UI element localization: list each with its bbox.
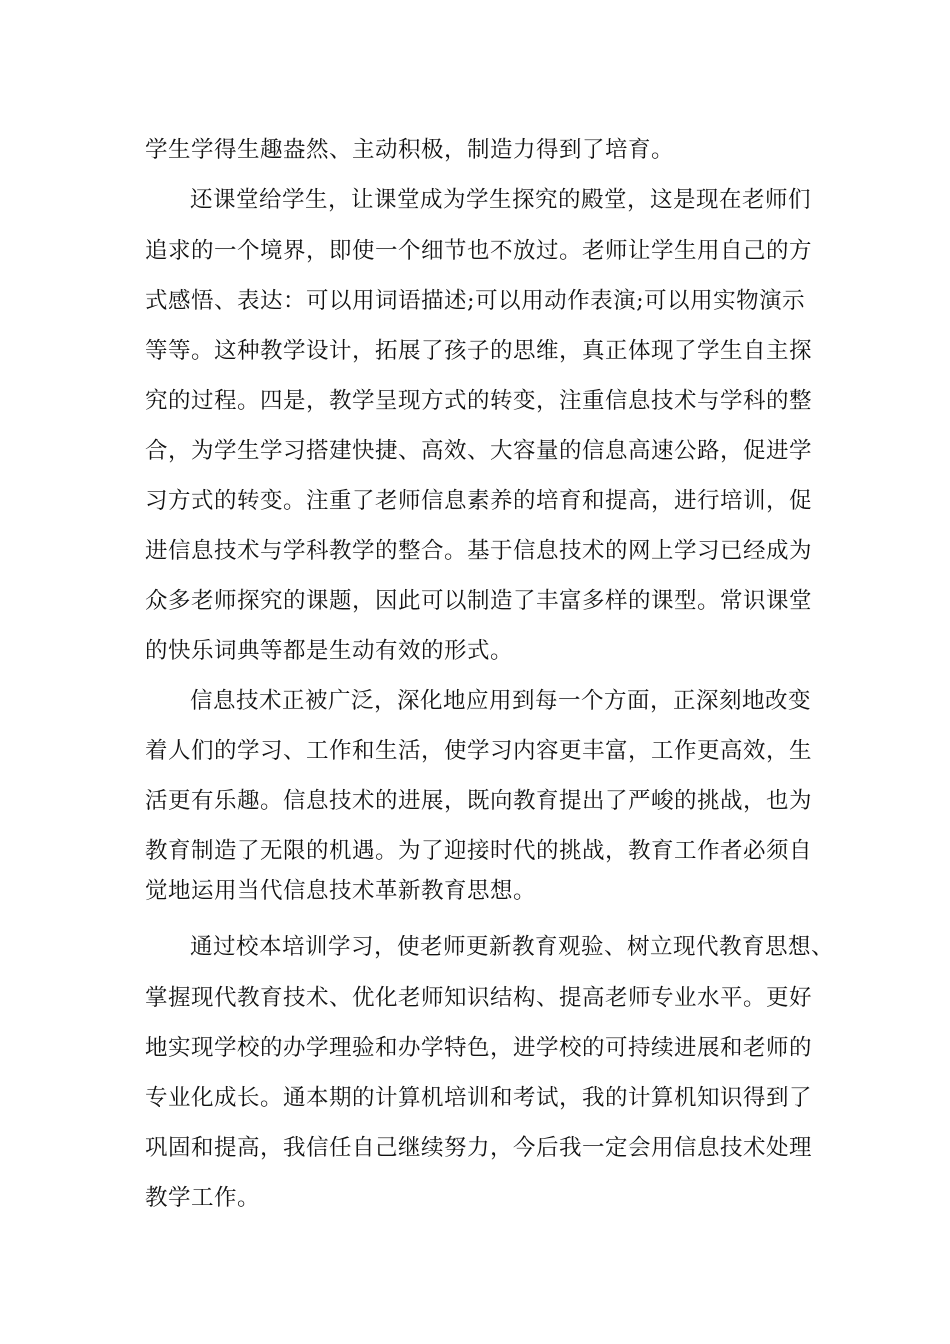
text-line: 的快乐词典等都是生动有效的形式。 <box>145 638 514 664</box>
text-line: 众多老师探究的课题，因此可以制造了丰富多样的课型。常识课堂 <box>145 588 813 614</box>
text-line: 追求的一个境界，即使一个细节也不放过。老师让学生用自己的方 <box>145 238 813 264</box>
text-line: 专业化成长。通本期的计算机培训和考试，我的计算机知识得到了 <box>145 1085 813 1111</box>
text-line: 等等。这种教学设计，拓展了孩子的思维，真正体现了学生自主探 <box>145 338 813 364</box>
text-line: 学生学得生趣盎然、主动积极，制造力得到了培育。 <box>145 137 675 163</box>
text-line: 地实现学校的办学理验和办学特色，进学校的可持续进展和老师的 <box>145 1035 813 1061</box>
text-line: 教育制造了无限的机遇。为了迎接时代的挑战，教育工作者必须自 <box>145 838 813 864</box>
text-line: 巩固和提高，我信任自己继续努力，今后我一定会用信息技术处理 <box>145 1135 813 1161</box>
text-line: 习方式的转变。注重了老师信息素养的培育和提高，进行培训，促 <box>145 488 813 514</box>
text-line: 觉地运用当代信息技术革新教育思想。 <box>145 878 537 904</box>
text-line: 合，为学生学习搭建快捷、高效、大容量的信息高速公路，促进学 <box>145 438 813 464</box>
text-line: 掌握现代教育技术、优化老师知识结构、提高老师专业水平。更好 <box>145 985 813 1011</box>
text-line: 式感悟、表达：可以用词语描述;可以用动作表演;可以用实物演示 <box>145 288 806 314</box>
text-line: 究的过程。四是，教学呈现方式的转变，注重信息技术与学科的整 <box>145 388 813 414</box>
text-line: 着人们的学习、工作和生活，使学习内容更丰富，工作更高效，生 <box>145 738 813 764</box>
text-line: 活更有乐趣。信息技术的进展，既向教育提出了严峻的挑战，也为 <box>145 788 813 814</box>
text-line: 通过校本培训学习，使老师更新教育观验、树立现代教育思想、 <box>190 934 835 960</box>
text-line: 教学工作。 <box>145 1185 261 1211</box>
text-line: 进信息技术与学科教学的整合。基于信息技术的网上学习已经成为 <box>145 538 813 564</box>
text-line: 信息技术正被广泛，深化地应用到每一个方面，正深刻地改变 <box>190 688 812 714</box>
text-line: 还课堂给学生，让课堂成为学生探究的殿堂，这是现在老师们 <box>190 187 812 213</box>
